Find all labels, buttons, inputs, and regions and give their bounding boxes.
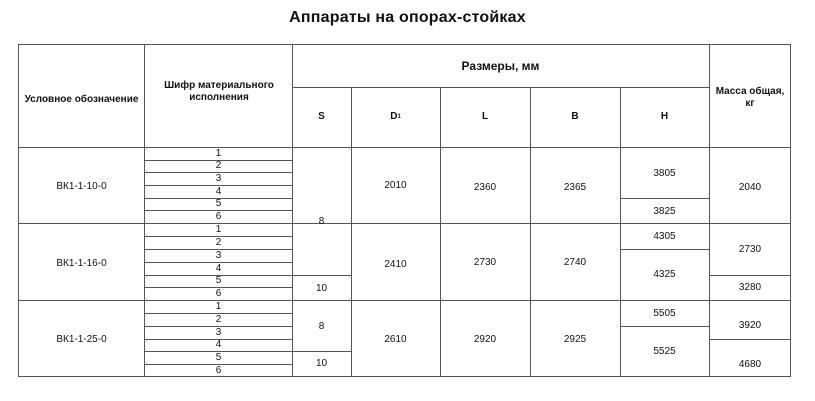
code-cell: 5 [215, 275, 222, 286]
page-title: Аппараты на опорах-стойках [289, 9, 526, 26]
h-cell: 3805 [653, 168, 676, 179]
d-cell: 2010 [384, 180, 407, 191]
mass-cell: 2730 [738, 244, 762, 255]
d-cell: 2610 [384, 334, 407, 345]
designation-cell: ВК1-1-10-0 [56, 181, 107, 192]
header-l: L [481, 111, 489, 122]
code-cell: 4 [215, 185, 222, 197]
mass-cell: 2040 [738, 182, 762, 193]
header-designation: Условное обозначение [24, 94, 139, 105]
header-d: D 1 [390, 111, 401, 122]
b-cell: 2365 [563, 182, 587, 193]
code-cell: 6 [215, 210, 222, 222]
code-cell: 1 [215, 300, 222, 312]
header-b: B [571, 111, 579, 122]
code-cell: 3 [215, 172, 222, 184]
code-cell: 1 [215, 223, 222, 235]
l-cell: 2730 [473, 257, 497, 268]
designation-cell: ВК1-1-16-0 [56, 258, 107, 269]
code-cell: 4 [215, 339, 222, 350]
l-cell: 2360 [473, 182, 497, 193]
code-cell: 4 [215, 262, 222, 274]
s-cell: 10 [315, 283, 328, 294]
code-cell: 3 [215, 249, 222, 261]
designation-cell: ВК1-1-25-0 [56, 334, 107, 345]
header-h: H [660, 111, 669, 122]
code-cell: 3 [215, 326, 222, 338]
s-cell: 10 [315, 358, 328, 369]
l-cell: 2920 [473, 334, 497, 345]
code-cell: 2 [215, 313, 222, 325]
b-cell: 2925 [563, 334, 587, 345]
code-cell: 2 [215, 236, 222, 248]
b-cell: 2740 [563, 257, 587, 268]
s-cell: 8 [318, 321, 325, 332]
code-cell: 5 [215, 198, 222, 209]
code-cell: 6 [215, 287, 222, 299]
header-mass: Масса общая, кг [715, 86, 785, 109]
header-s: S [318, 111, 325, 122]
code-cell: 6 [215, 364, 222, 376]
h-cell: 5505 [653, 308, 676, 319]
code-cell: 1 [215, 147, 222, 159]
mass-cell: 4680 [738, 359, 762, 370]
mass-cell: 3280 [738, 282, 762, 293]
header-dimensions: Размеры, мм [461, 59, 540, 73]
code-cell: 5 [215, 351, 222, 363]
h-cell: 4305 [653, 231, 676, 242]
s-cell: 8 [318, 216, 325, 227]
mass-cell: 3920 [738, 320, 762, 331]
h-cell: 5525 [653, 346, 676, 357]
header-material-code: Шифр материального исполнения [164, 80, 274, 103]
h-cell: 3825 [653, 206, 676, 217]
h-cell: 4325 [653, 269, 676, 280]
code-cell: 2 [215, 160, 222, 171]
d-cell: 2410 [384, 259, 407, 270]
